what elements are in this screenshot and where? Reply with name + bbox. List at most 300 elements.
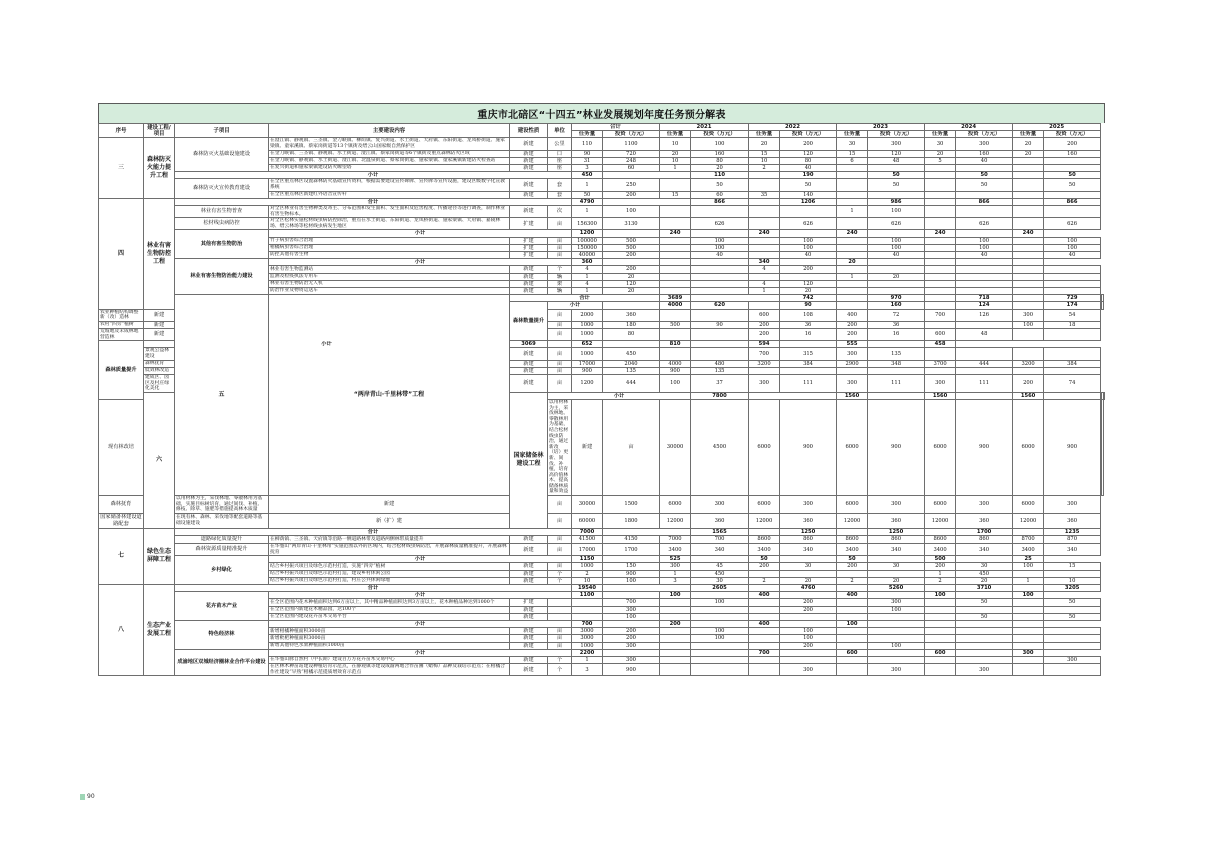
content-cell: 监测及检疫执法专用车: [269, 273, 510, 280]
table-cell: 30: [956, 563, 1013, 570]
table-cell: 6000: [749, 399, 780, 495]
table-cell: [837, 628, 868, 635]
content-cell: 结合乡村振兴项目及绿色示范村打造，村庄公共休闲绿地: [269, 577, 510, 584]
table-cell: [868, 621, 925, 628]
table-cell: 3400: [749, 544, 780, 556]
table-cell: [837, 599, 868, 606]
table-cell: 亩: [548, 321, 572, 328]
table-cell: 小计: [269, 621, 572, 628]
table-subtotal-row: [99, 621, 1105, 628]
table-cell: 200: [603, 266, 660, 273]
table-cell: [925, 295, 956, 302]
table-cell: [1013, 172, 1044, 179]
table-cell: [956, 280, 1013, 287]
table-cell: 小计: [269, 556, 572, 563]
table-cell: [1013, 329, 1044, 341]
table-cell: 3: [572, 664, 603, 676]
table-cell: 6000: [837, 399, 868, 495]
table-cell: 50: [572, 191, 603, 198]
section-index: 八: [99, 585, 144, 676]
table-cell: [572, 599, 603, 606]
table-cell: 1000: [572, 329, 603, 341]
table-cell: 个: [548, 570, 572, 577]
table-cell: 300: [868, 599, 925, 606]
table-cell: [660, 309, 691, 321]
table-cell: 970: [868, 295, 925, 302]
table-cell: 1: [572, 206, 603, 218]
table-cell: [1044, 157, 1101, 164]
table-cell: 37: [691, 374, 749, 392]
table-cell: [1102, 302, 1103, 309]
table-cell: 亩: [548, 496, 572, 514]
table-subtotal-row: [99, 259, 1105, 266]
table-cell: 108: [780, 309, 837, 321]
table-cell: [837, 244, 868, 251]
table-cell: 50: [868, 172, 925, 179]
table-cell: 50: [749, 556, 780, 563]
table-cell: [749, 657, 780, 664]
sub-project-cell: 森林资源质量精准提升: [175, 544, 269, 556]
table-subtotal-row: [99, 649, 1105, 656]
table-cell: [1013, 657, 1044, 664]
table-cell: 100: [691, 237, 749, 244]
table-cell: 300: [603, 606, 660, 613]
table-cell: 小计: [269, 259, 572, 266]
table-cell: 1000: [572, 563, 603, 570]
table-cell: 360: [868, 513, 925, 528]
table-cell: 15: [837, 150, 868, 157]
header-task: 任务量: [572, 131, 603, 138]
sub-project-cell: 道路绿化质量提升: [175, 536, 269, 544]
table-cell: [691, 621, 749, 628]
table-cell: 1235: [1044, 528, 1101, 535]
table-cell: 3130: [603, 218, 660, 230]
table-cell: 160: [1044, 150, 1101, 157]
table-cell: 50: [956, 599, 1013, 606]
table-cell: 340: [749, 259, 780, 266]
table-cell: 626: [691, 218, 749, 230]
table-cell: [780, 613, 837, 620]
table-cell: 450: [572, 172, 603, 179]
table-cell: [837, 367, 868, 374]
table-cell: 6000: [749, 496, 780, 514]
table-cell: 100: [1013, 563, 1044, 570]
table-cell: 36: [780, 321, 837, 328]
header-invest: 投资（万元）: [603, 131, 660, 138]
table-cell: 座: [548, 165, 572, 172]
table-cell: [1013, 288, 1044, 295]
table-cell: 3200: [1013, 360, 1044, 367]
table-cell: 16: [780, 329, 837, 341]
table-body: [99, 138, 1105, 676]
table-cell: [660, 635, 691, 642]
content-cell: 在全区重点林区设置森林防火基础宣传资料，根据需要建设宣传碑牌、宣传牌等宣传设施，建设区级数字化宣教系统: [269, 179, 510, 191]
table-row: [99, 179, 1105, 191]
table-cell: [925, 273, 956, 280]
table-cell: 4: [572, 266, 603, 273]
table-cell: 新建: [510, 613, 548, 620]
table-cell: [1013, 237, 1044, 244]
table-cell: [925, 642, 956, 649]
table-cell: 200: [837, 321, 868, 328]
table-cell: [749, 206, 780, 218]
table-cell: 126: [956, 309, 1013, 321]
table-cell: 50: [956, 172, 1013, 179]
content-cell: 在全区范围内花木种植面积达到6万亩以上，其中精品种植面积达到3万亩以上，花木种植品种达到1000个: [269, 599, 510, 606]
table-cell: [868, 230, 925, 237]
content-cell: 景观公益林建设: [144, 348, 175, 360]
table-cell: 100: [1013, 321, 1044, 328]
table-cell: [749, 198, 780, 205]
table-cell: [1013, 244, 1044, 251]
table-cell: 60: [603, 165, 660, 172]
header-task: 任务量: [660, 131, 691, 138]
table-cell: 1: [572, 288, 603, 295]
header-invest: 投资（万元）: [691, 131, 749, 138]
header-content: 主要建设内容: [269, 124, 510, 138]
table-cell: [780, 259, 837, 266]
table-cell: 100: [691, 244, 749, 251]
table-cell: 300: [956, 664, 1013, 676]
table-cell: [956, 288, 1013, 295]
table-cell: [691, 273, 749, 280]
table-row: [99, 138, 1105, 150]
table-cell: 124: [956, 302, 1013, 309]
table-cell: 新建: [144, 329, 175, 341]
table-cell: 3400: [837, 544, 868, 556]
table-cell: [956, 230, 1013, 237]
table-subtotal-row: [99, 585, 1105, 592]
table-cell: 6000: [1013, 496, 1044, 514]
table-cell: [749, 528, 780, 535]
table-cell: [749, 392, 837, 399]
table-cell: 120: [868, 150, 925, 157]
table-header: [99, 124, 1105, 138]
table-cell: 600: [925, 329, 956, 341]
content-cell: 建成区、园区及村庄绿化美化: [144, 374, 175, 392]
page-marker-icon: [80, 794, 85, 800]
table-cell: [603, 172, 691, 179]
table-cell: [868, 280, 925, 287]
table-cell: 866: [691, 198, 749, 205]
table-cell: 7800: [691, 392, 749, 399]
table-cell: [691, 309, 749, 321]
table-cell: [868, 635, 925, 642]
table-cell: [1013, 218, 1044, 230]
table-cell: [660, 259, 691, 266]
table-cell: 240: [925, 230, 956, 237]
table-cell: 2900: [837, 360, 868, 367]
table-cell: [868, 288, 925, 295]
table-cell: 1: [572, 657, 603, 664]
table-cell: [925, 172, 956, 179]
table-cell: [925, 266, 956, 273]
table-cell: [749, 642, 780, 649]
table-cell: 亩: [548, 513, 572, 528]
table-cell: 1000: [572, 321, 603, 328]
table-cell: 1560: [1013, 392, 1044, 399]
table-cell: 500: [925, 556, 956, 563]
table-cell: 300: [1044, 657, 1101, 664]
table-cell: 新建: [510, 536, 548, 544]
table-cell: 20: [780, 288, 837, 295]
table-cell: 100: [925, 592, 956, 599]
table-cell: [1102, 295, 1103, 302]
table-cell: 小计: [269, 230, 572, 237]
content-cell: 对全区松林实施松材线虫病防控除治，重点在水土街道、东阳街道、龙凤桥街道、施家梁镇、天府镇、嘉陵林场、缙云林场等松材线虫病发生地区: [269, 218, 510, 230]
table-cell: [603, 556, 660, 563]
table-cell: [956, 392, 1013, 399]
table-cell: 亩: [548, 628, 572, 635]
table-cell: 180: [603, 321, 660, 328]
sub-project-cell: 现有林改培: [99, 399, 144, 495]
table-cell: [691, 259, 749, 266]
table-cell: 300: [780, 496, 837, 514]
table-cell: [1013, 367, 1044, 374]
table-cell: [691, 295, 780, 302]
table-cell: 348: [868, 360, 925, 367]
table-cell: [837, 613, 868, 620]
table-cell: [603, 341, 660, 348]
table-cell: 15: [660, 191, 691, 198]
table-cell: [837, 302, 868, 309]
table-cell: 742: [780, 295, 837, 302]
table-subtotal-row: [99, 198, 1105, 205]
table-cell: 810: [660, 341, 691, 348]
table-cell: 41500: [572, 536, 603, 544]
table-cell: 200: [780, 138, 837, 150]
table-cell: [925, 280, 956, 287]
table-cell: [660, 348, 691, 360]
table-cell: 200: [749, 321, 780, 328]
table-cell: 100: [780, 635, 837, 642]
header-task: 任务量: [1013, 131, 1044, 138]
content-cell: 林业有害生物防治无人机: [269, 280, 510, 287]
table-cell: 1: [837, 273, 868, 280]
table-cell: 40: [956, 157, 1013, 164]
table-cell: 200: [837, 563, 868, 570]
table-cell: [660, 613, 691, 620]
header-task: 任务量: [837, 131, 868, 138]
table-cell: 860: [956, 536, 1013, 544]
table-cell: [1013, 528, 1044, 535]
table-cell: [925, 191, 956, 198]
sub-project-cell: 森林防灭火基础设施建设: [175, 138, 269, 172]
table-cell: [956, 191, 1013, 198]
header-invest: 投资（万元）: [1044, 131, 1101, 138]
table-cell: 8600: [925, 536, 956, 544]
table-cell: 240: [749, 230, 780, 237]
table-cell: 300: [868, 138, 925, 150]
content-cell: 在全区范围内建设花卉苗木交易平台: [269, 613, 510, 620]
table-cell: [660, 664, 691, 676]
table-cell: [660, 206, 691, 218]
table-cell: 626: [1044, 218, 1101, 230]
table-cell: 360: [956, 513, 1013, 528]
table-cell: 900: [1044, 399, 1101, 495]
table-cell: 100: [868, 206, 925, 218]
table-cell: 25: [1013, 556, 1044, 563]
table-cell: 40: [956, 251, 1013, 258]
header-invest: 投资（万元）: [956, 131, 1013, 138]
table-cell: 架: [548, 280, 572, 287]
table-cell: 3689: [660, 295, 691, 302]
content-cell: 森林抚育: [144, 360, 175, 367]
table-cell: 600: [837, 649, 868, 656]
table-cell: 1500: [603, 496, 660, 514]
table-cell: 160: [868, 302, 925, 309]
table-cell: [837, 165, 868, 172]
table-cell: 174: [1044, 302, 1101, 309]
table-cell: 20: [660, 150, 691, 157]
table-cell: 3069: [510, 341, 548, 348]
table-cell: 300: [1013, 649, 1044, 656]
table-cell: 100: [868, 244, 925, 251]
table-cell: 19540: [572, 585, 603, 592]
table-cell: [925, 251, 956, 258]
table-cell: 300: [1013, 309, 1044, 321]
table-cell: 160: [956, 150, 1013, 157]
table-cell: [1013, 628, 1044, 635]
table-cell: 360: [603, 309, 660, 321]
content-cell: 柑橘病虫害综合治理: [269, 244, 510, 251]
header-category: 建设工程/项目: [144, 124, 175, 138]
table-cell: 合计: [175, 198, 572, 205]
table-cell: [749, 585, 780, 592]
table-cell: [548, 341, 572, 348]
table-cell: 480: [691, 360, 749, 367]
table-cell: 300: [837, 348, 868, 360]
table-cell: [956, 657, 1013, 664]
table-cell: [603, 259, 660, 266]
table-cell: 10: [749, 157, 780, 164]
table-cell: 30: [691, 577, 749, 584]
table-cell: [1013, 295, 1044, 302]
table-cell: [1013, 570, 1044, 577]
table-cell: [660, 628, 691, 635]
table-cell: 360: [691, 513, 749, 528]
sub-project-cell: 森林数量提升: [510, 302, 548, 341]
table-cell: [1013, 635, 1044, 642]
table-cell: 10: [572, 577, 603, 584]
content-cell: 荒坡地及未成林地营造林: [99, 329, 144, 341]
table-cell: 600: [925, 649, 956, 656]
table-cell: 110: [691, 172, 749, 179]
table-cell: 900: [572, 367, 603, 374]
table-cell: 次: [548, 206, 572, 218]
table-cell: 400: [837, 309, 868, 321]
table-cell: [868, 592, 925, 599]
table-cell: [837, 528, 868, 535]
header-year-2022: 2022: [749, 124, 837, 131]
table-cell: [1044, 191, 1101, 198]
table-cell: 1100: [603, 138, 660, 150]
table-cell: [603, 585, 691, 592]
table-cell: [1044, 288, 1101, 295]
table-cell: 652: [572, 341, 603, 348]
table-cell: 700: [925, 309, 956, 321]
table-cell: 100: [868, 642, 925, 649]
table-cell: [749, 613, 780, 620]
table-cell: 340: [956, 544, 1013, 556]
table-cell: 新建: [510, 374, 548, 392]
table-cell: 3: [572, 165, 603, 172]
table-cell: 4: [572, 280, 603, 287]
table-cell: 160: [691, 150, 749, 157]
table-cell: 150: [603, 563, 660, 570]
table-cell: 2: [925, 577, 956, 584]
table-cell: 120: [780, 280, 837, 287]
table-cell: [1044, 606, 1101, 613]
sub-project-cell: 乡村绿化: [175, 556, 269, 585]
table-cell: [1013, 621, 1044, 628]
table-cell: 2040: [603, 360, 660, 367]
table-cell: 50: [868, 179, 925, 191]
table-cell: 240: [837, 230, 868, 237]
sub-project-cell: 其他有害生物防治: [175, 230, 269, 259]
table-cell: [868, 657, 925, 664]
table-cell: [660, 218, 691, 230]
table-cell: 100: [603, 577, 660, 584]
table-cell: [660, 273, 691, 280]
table-cell: 100: [780, 628, 837, 635]
table-cell: 626: [780, 218, 837, 230]
table-cell: 12000: [837, 513, 868, 528]
table-cell: 扩建: [510, 251, 548, 258]
table-cell: [837, 198, 868, 205]
table-row: [99, 513, 1105, 528]
table-cell: 新建: [510, 266, 548, 273]
table-cell: 1: [925, 570, 956, 577]
table-cell: 111: [780, 374, 837, 392]
table-cell: [837, 266, 868, 273]
table-cell: 亩: [548, 367, 572, 374]
table-cell: [1044, 280, 1101, 287]
table-cell: 10: [1044, 577, 1101, 584]
table-cell: [956, 266, 1013, 273]
table-cell: 新建: [510, 348, 548, 360]
content-cell: 在区林木种苗站建设种植培育示范点，在静观镇等建设成渝两地合作苗圃（蜡梅）品种及栽培示范点；在柑橘合作社建设“早熟”柑橘示范提质增效育示范点: [269, 664, 510, 676]
table-cell: 2: [749, 577, 780, 584]
table-cell: 6000: [1013, 399, 1044, 495]
table-cell: 626: [868, 218, 925, 230]
table-cell: 300: [956, 138, 1013, 150]
table-cell: 1700: [603, 544, 660, 556]
table-cell: 870: [1044, 536, 1101, 544]
table-cell: 30: [837, 138, 868, 150]
table-cell: [925, 657, 956, 664]
table-cell: [925, 367, 956, 374]
table-cell: [1013, 664, 1044, 676]
table-cell: [780, 273, 837, 280]
sub-project-cell: 花卉苗木产业: [175, 592, 269, 621]
table-cell: 3000: [572, 635, 603, 642]
table-cell: 新建: [510, 165, 548, 172]
table-cell: [925, 606, 956, 613]
header-seq: 序号: [99, 124, 144, 138]
table-cell: 458: [925, 341, 956, 348]
table-cell: [1044, 367, 1101, 374]
table-cell: 亩: [548, 374, 572, 392]
table-cell: 700: [749, 348, 780, 360]
table-cell: 30000: [572, 496, 603, 514]
table-cell: 1: [572, 273, 603, 280]
planning-sheet: [98, 103, 1105, 676]
table-cell: [749, 664, 780, 676]
table-cell: [691, 230, 749, 237]
table-cell: [956, 348, 1013, 360]
table-cell: [660, 266, 691, 273]
